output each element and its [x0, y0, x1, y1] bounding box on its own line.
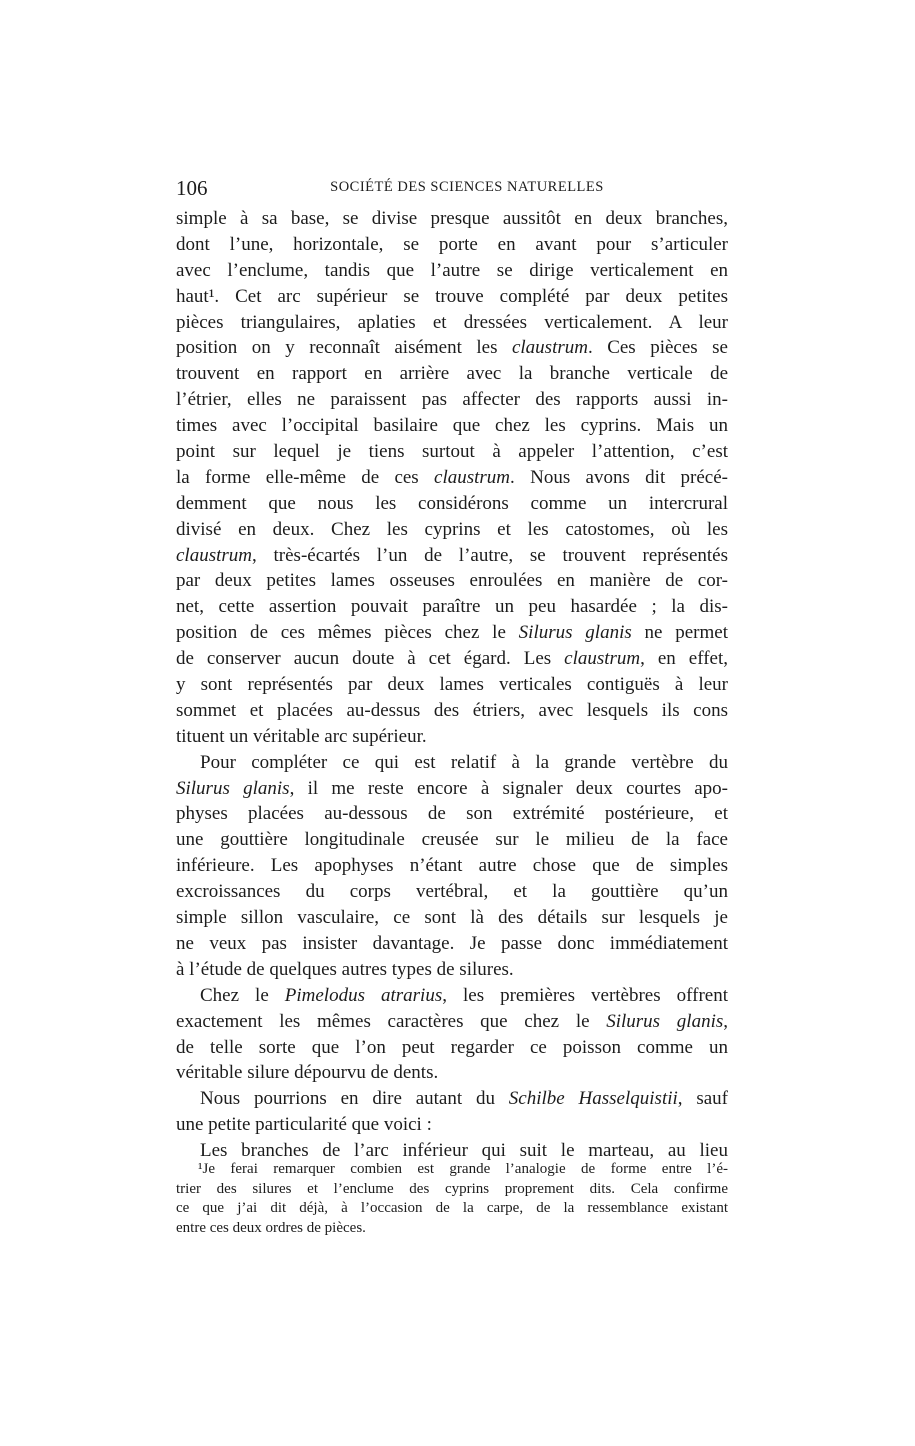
text-line: par deux petites lames osseuses enroulées en manière de cor-: [176, 570, 728, 592]
text-line: de conserver aucun doute à cet égard. Les claustrum, en effet,: [176, 648, 728, 670]
text-line: une petite particularité que voici :: [176, 1114, 432, 1136]
text-line: inférieure. Les apophyses n’étant autre chose que de simples: [176, 855, 728, 877]
footnote-line: ce que j’ai dit déjà, à l’occasion de la carpe, de la ressemblance existant: [176, 1200, 728, 1216]
footnote-line: entre ces deux ordres de pièces.: [176, 1219, 366, 1236]
text-line: une gouttière longitudinale creusée sur le milieu de la face: [176, 829, 728, 851]
text-line: l’étrier, elles ne paraissent pas affecter des rapports aussi in-: [176, 389, 728, 411]
text-line: physes placées au-dessous de son extrémité postérieure, et: [176, 803, 728, 825]
text-line: demment que nous les considérons comme un intercrural: [176, 492, 728, 514]
text-line: véritable silure dépourvu de dents.: [176, 1062, 439, 1084]
footnote-line: trier des silures et l’enclume des cyprins proprement dits. Cela confirme: [176, 1180, 728, 1197]
text-line: à l’étude de quelques autres types de silures.: [176, 958, 514, 980]
text-line: Chez le Pimelodus atrarius, les premières vertèbres offrent: [200, 984, 728, 1006]
body-text: [176, 206, 728, 1164]
text-line: Silurus glanis, il me reste encore à signaler deux courtes apo-: [176, 777, 728, 799]
text-line: excroissances du corps vertébral, et la gouttière qu’un: [176, 881, 728, 903]
text-line: trouvent en rapport en arrière avec la branche verticale de: [176, 363, 728, 385]
text-line: claustrum, très-écartés l’un de l’autre, se trouvent représentés: [176, 544, 728, 566]
text-line: haut¹. Cet arc supérieur se trouve complété par deux petites: [176, 285, 728, 307]
text-line: position on y reconnaît aisément les claustrum. Ces pièces se: [176, 337, 728, 359]
text-line: pièces triangulaires, aplaties et dressées verticalement. A leur: [176, 311, 728, 333]
text-line: avec l’enclume, tandis que l’autre se dirige verticalement en: [176, 259, 728, 281]
text-line: ne veux pas insister davantage. Je passe donc immédiatement: [176, 932, 728, 954]
text-line: sommet et placées au-dessus des étriers, avec lesquels ils cons: [176, 699, 728, 721]
text-line: simple sillon vasculaire, ce sont là des détails sur lesquels je: [176, 907, 728, 929]
text-line: Pour compléter ce qui est relatif à la grande vertèbre du: [200, 751, 728, 773]
text-line: divisé en deux. Chez les cyprins et les catostomes, où les: [176, 518, 728, 540]
text-line: Les branches de l’arc inférieur qui suit le marteau, au lieu: [200, 1140, 728, 1162]
text-line: y sont représentés par deux lames verticales contiguës à leur: [176, 674, 728, 696]
text-line: Nous pourrions en dire autant du Schilbe Hasselquistii, sauf: [200, 1088, 729, 1110]
text-line: times avec l’occipital basilaire que chez les cyprins. Mais un: [176, 415, 728, 437]
text-line: dont l’une, horizontale, se porte en avant pour s’articuler: [176, 233, 728, 255]
text-line: simple à sa base, se divise presque aussitôt en deux branches,: [176, 208, 728, 229]
text-line: net, cette assertion pouvait paraître un peu hasardée ; la dis-: [176, 596, 728, 618]
text-line: la forme elle-même de ces claustrum. Nous avons dit précé-: [176, 466, 728, 488]
text-line: position de ces mêmes pièces chez le Silurus glanis ne permet: [176, 622, 728, 644]
running-head: SOCIÉTÉ DES SCIENCES NATURELLES: [330, 179, 604, 195]
page-number: 106: [176, 176, 208, 200]
footnote-line: ¹Je ferai remarquer combien est grande l’analogie de forme entre l’é-: [198, 1161, 728, 1177]
page-header: [176, 176, 728, 202]
text-line: de telle sorte que l’on peut regarder ce poisson comme un: [176, 1036, 728, 1058]
text-line: exactement les mêmes caractères que chez le Silurus glanis,: [176, 1010, 728, 1032]
footnotes: [176, 1160, 728, 1238]
text-line: point sur lequel je tiens surtout à appeler l’attention, c’est: [176, 441, 728, 463]
text-line: tituent un véritable arc supérieur.: [176, 725, 427, 747]
